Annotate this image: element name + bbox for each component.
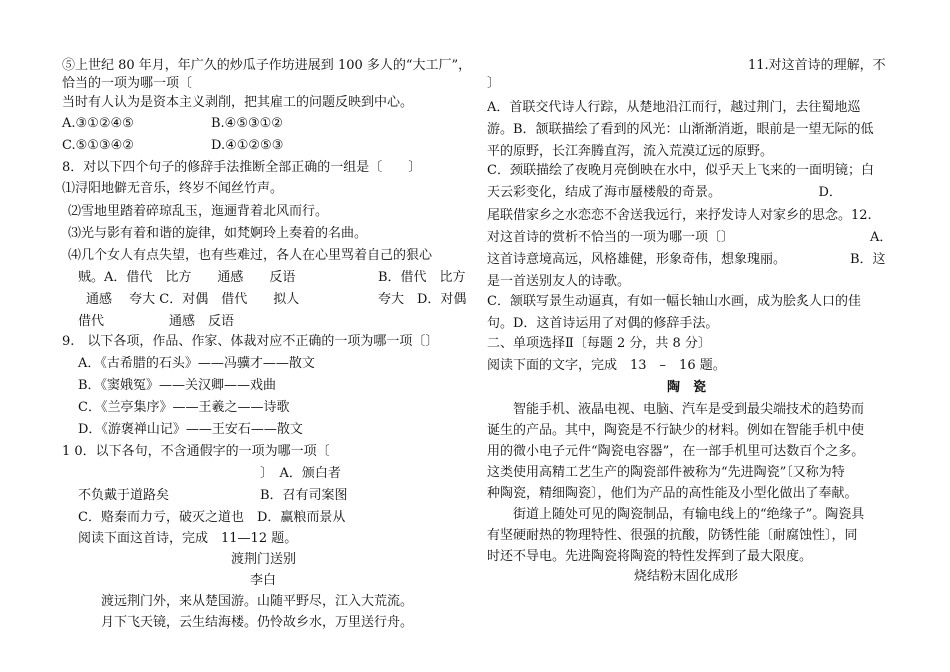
poem-author: 李白: [250, 573, 277, 588]
paragraph2-line1: 街道上随处可见的陶瓷制品，有输电线上的“绝缘子”。陶瓷具: [513, 507, 865, 522]
q5-line2: 恰当的一项为哪一项〔: [62, 76, 193, 91]
reading-instruction-2: 阅读下面的文字，完成 13 – 16 题。: [487, 358, 726, 373]
q5-line3: 当时有人认为是资本主义剥削，把其雇工的问题反映到中心。: [62, 95, 414, 110]
q11-bracket: 〕: [487, 76, 501, 91]
q8-options-row1-left: 贼。A．借代 比方 通感 反语: [78, 270, 296, 285]
poem-title: 渡荆门送别: [231, 552, 297, 567]
q12-option-c-line1: C．颔联写景生动逼真，有如一幅长轴山水画，成为脍炙人口的佳: [487, 294, 861, 309]
reading-instruction: 阅读下面这首诗，完成 11—12 题。: [78, 531, 298, 546]
q8-options-row1-right: B．借代 比方: [378, 270, 466, 285]
q10-line2: 〕 A．颁白者: [260, 466, 341, 481]
q12-option-a: 这首诗意境高远，风格雄健，形象奇伟，想象瑰丽。: [487, 252, 787, 267]
q8-options-row2-left: 通感 夸大 C．对偶 借代 拟人: [86, 292, 300, 307]
q12-stem: 对这首诗的赏析不恰当的一项为哪一项〔〕: [487, 230, 735, 245]
q8-stem: 8．对以下四个句子的修辞手法推断全部正确的一组是〔 〕: [62, 160, 422, 175]
q9-stem: 9. 以下各项，作品、作家、体裁对应不正确的一项为哪一项〔〕: [62, 334, 439, 349]
q10-line4: C．赂秦而力亏，破灭之道也 D．赢粮而景从: [78, 510, 346, 525]
q12-option-b-label: B．这: [850, 252, 886, 267]
q12-option-c-line2: 句。D．这首诗运用了对偶的修辞手法。: [487, 316, 719, 331]
q5-option-c: C.⑤①③④②: [62, 138, 134, 153]
q11-option-a-line3: 平的原野，长江奔腾直泻，流入荒漠辽远的原野。: [487, 144, 774, 159]
q12-option-b: 是一首送别友人的诗歌。: [487, 274, 631, 289]
paragraph1-line5: 种陶瓷，精细陶瓷〕，他们为产品的高性能及小型化做出了奉献。: [487, 486, 858, 501]
q8-options-row3: 借代 通感 反语: [78, 314, 235, 329]
q11-option-a-line1: A．首联交代诗人行踪，从楚地沿江而行，越过荆门，去往蜀地巡: [487, 100, 861, 115]
q10-line3-right: B．召有司案图: [260, 488, 348, 503]
q8-options-row2-right: 夸大 D．对偶: [378, 292, 467, 307]
q8-sentence-1: ⑴浔阳地僻无音乐，终岁不闻丝竹声。: [62, 181, 284, 196]
q5-option-b: B.④⑤③①②: [211, 116, 283, 131]
paragraph1-line1: 智能手机、液晶电视、电脑、汽车是受到最尖端技术的趋势而: [513, 402, 865, 417]
q5-line1: ⑤上世纪 80 年月，年广久的炒瓜子作坊进展到 100 多人的“大工厂”，: [62, 58, 472, 73]
paragraph1-line3: 用的微小电子元件“陶瓷电容器”，在一部手机里可达数百个之多。: [487, 444, 865, 459]
paragraph1-line4: 这类使用高精工艺生产的陶瓷部件被称为“先进陶瓷”〔又称为特: [487, 465, 845, 480]
q11-stem: 11.对这首诗的理解，不: [748, 58, 886, 73]
poem-line-1: 渡远荆门外，来从楚国游。山随平野尽，江入大荒流。: [101, 594, 414, 609]
q11-option-d-line: 尾联借家乡之水恋恋不舍送我远行，来抒发诗人对家乡的思念。12.: [487, 208, 872, 223]
paragraph1-line2: 诞生的产品。其中，陶瓷是不行缺少的材料。例如在智能手机中使: [487, 423, 865, 438]
q9-option-d: D．《游褒禅山记》——王安石——散文: [78, 422, 303, 437]
section-heading: 二、单项选择Ⅱ〔每题 2 分，共 8 分〕: [487, 336, 711, 351]
q9-option-c: C．《兰亭集序》——王羲之——诗歌: [78, 400, 290, 415]
subheading: 烧结粉末固化成形: [634, 569, 739, 584]
q5-option-a: A.③①②④⑤: [62, 116, 134, 131]
poem-line-2: 月下飞天镜，云生结海楼。仍怜故乡水，万里送行舟。: [101, 615, 414, 630]
q9-option-b: B．《窦娥冤》——关汉卿——戏曲: [78, 378, 277, 393]
q8-sentence-4: ⑷几个女人有点失望，也有些难过，各人在心里骂着自己的狠心: [68, 248, 433, 263]
paragraph2-line3: 时还不导电。先进陶瓷将陶瓷的特性发挥到了最大限度。: [487, 549, 813, 564]
q11-option-a-line2: 游。B．颔联描绘了看到的风光：山渐渐消逝，眼前是一望无际的低: [487, 122, 874, 137]
q10-stem: 1 0．以下各句，不含通假字的一项为哪一项〔: [62, 444, 330, 459]
q8-sentence-2: ⑵雪地里踏着碎琼乱玉，迤逦背着北风而行。: [68, 204, 329, 219]
q8-sentence-3: ⑶光与影有着和谐的旋律，如梵婀玲上奏着的名曲。: [68, 226, 368, 241]
q5-option-d: D.④①②⑤③: [211, 138, 284, 153]
q10-line3-left: 不负戴于道路矣: [78, 488, 170, 503]
q11-option-c-line1: C．颈联描绘了夜晚月亮倒映在水中，似乎天上飞来的一面明镜；白: [487, 163, 874, 178]
article-title: 陶 瓷: [667, 380, 707, 395]
q12-option-a-label: A．: [870, 230, 893, 245]
q9-option-a: A．《古希腊的石头》——冯骥才——散文: [78, 356, 315, 371]
paragraph2-line2: 有坚硬耐热的物理特性、很强的抗酸，防锈性能〔耐腐蚀性〕，同: [487, 528, 858, 543]
q11-option-c-line2: 天云彩变化，结成了海市蜃楼般的奇景。 D．: [487, 185, 842, 200]
